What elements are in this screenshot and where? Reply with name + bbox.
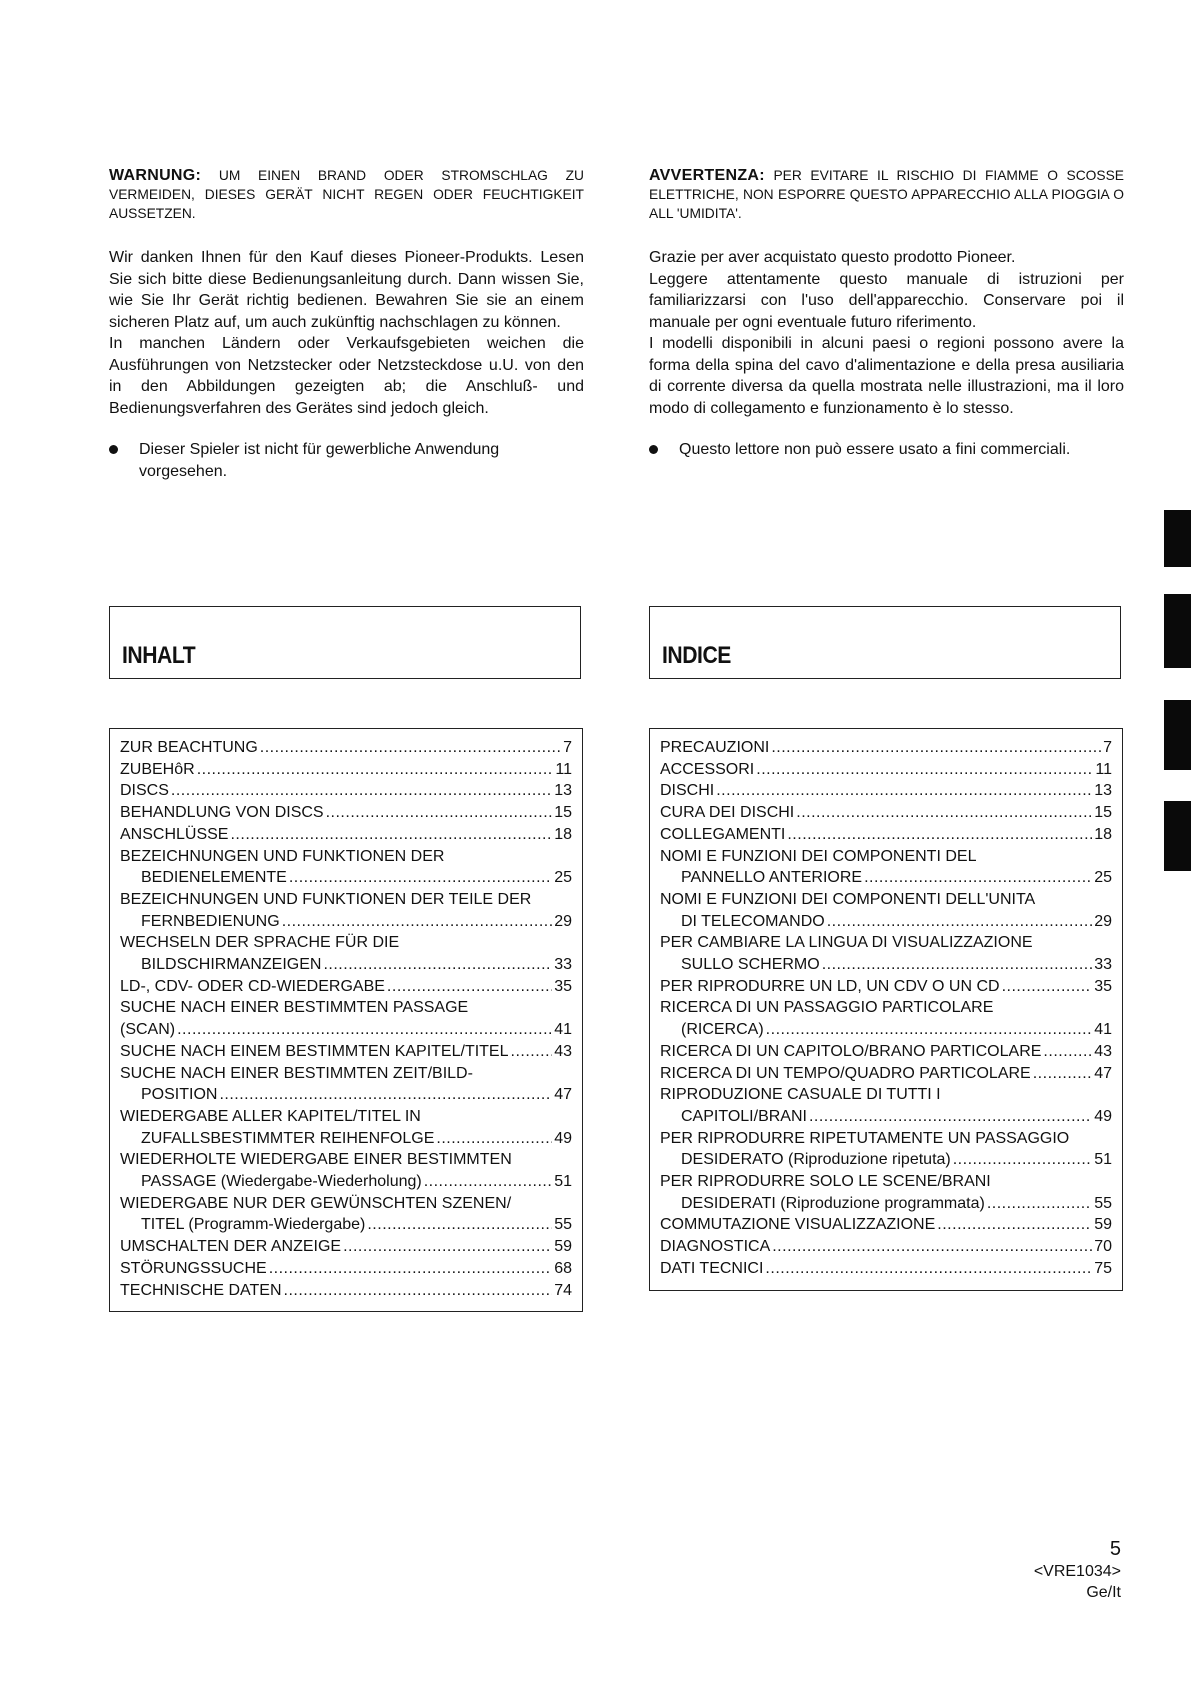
toc-dot-leader: [284, 1280, 553, 1302]
toc-entry-page: 47: [1094, 1064, 1112, 1082]
toc-entry-title: (SCAN): [120, 1021, 176, 1039]
toc-entry: [120, 1236, 572, 1258]
toc-entry-title: WIEDERGABE NUR DER GEWÜNSCHTEN SZENEN/: [120, 1194, 512, 1212]
bullet-icon: [649, 439, 662, 452]
toc-entry-page: 74: [554, 1281, 572, 1299]
toc-entry-title: LD-, CDV- ODER CD-WIEDERGABE: [120, 977, 385, 995]
toc-entry-page: 55: [554, 1216, 572, 1234]
toc-entry-title: DIAGNOSTICA: [660, 1238, 771, 1256]
toc-entry-title: PRECAUZIONI: [660, 739, 770, 756]
document-code: <VRE1034>: [1033, 1563, 1121, 1580]
toc-dot-leader: [796, 802, 1092, 824]
toc-entry-title: UMSCHALTEN DER ANZEIGE: [120, 1238, 342, 1256]
toc-entry: [120, 1171, 572, 1193]
toc-dot-leader: [1002, 976, 1093, 998]
toc-entry-page: 59: [554, 1238, 572, 1256]
toc-dot-leader: [756, 759, 1093, 781]
toc-entry-title: ZUFALLSBESTIMMTER REIHENFOLGE: [141, 1129, 435, 1147]
toc-dot-leader: [766, 1019, 1093, 1041]
toc-entry-title: CURA DEI DISCHI: [660, 804, 795, 822]
italian-table-of-contents: [649, 728, 1123, 1291]
german-contents-heading: INHALT: [122, 642, 196, 669]
toc-entry: [660, 846, 1112, 868]
toc-entry: [660, 780, 1112, 802]
toc-entry: [120, 1128, 572, 1150]
german-bullet: [109, 439, 584, 483]
toc-entry: [660, 1171, 1112, 1193]
toc-entry-page: 11: [1095, 760, 1112, 778]
toc-entry-title: CAPITOLI/BRANI: [681, 1107, 807, 1125]
toc-dot-leader: [219, 1084, 552, 1106]
toc-entry-title: POSITION: [141, 1086, 218, 1104]
toc-entry: [660, 1063, 1112, 1085]
toc-entry-title: BEZEICHNUNGEN UND FUNKTIONEN DER TEILE DER: [120, 890, 532, 908]
toc-entry-title: FERNBEDIENUNG: [141, 912, 280, 930]
toc-entry-title: BEDIENELEMENTE: [141, 869, 287, 887]
toc-entry-title: ZUR BEACHTUNG: [120, 739, 258, 756]
toc-entry-title: BILDSCHIRMANZEIGEN: [141, 956, 322, 974]
german-warning: [109, 166, 584, 223]
toc-dot-leader: [424, 1171, 552, 1193]
toc-entry-title: ZUBEHôR: [120, 760, 195, 778]
toc-entry-page: 29: [554, 912, 572, 930]
toc-entry-page: 49: [1094, 1107, 1112, 1125]
toc-entry: [120, 889, 572, 911]
toc-entry-title: ANSCHLÜSSE: [120, 825, 229, 843]
toc-entry-page: 49: [554, 1129, 572, 1147]
toc-entry-title: NOMI E FUNZIONI DEI COMPONENTI DELL'UNITA: [660, 890, 1036, 908]
toc-entry: [120, 1041, 572, 1063]
toc-dot-leader: [323, 954, 552, 976]
toc-entry: [660, 889, 1112, 911]
toc-dot-leader: [511, 1041, 553, 1063]
german-warning-label: WARNUNG:: [109, 167, 202, 184]
toc-entry-page: 51: [554, 1173, 572, 1191]
toc-dot-leader: [822, 954, 1093, 976]
toc-entry: [120, 1063, 572, 1085]
toc-dot-leader: [343, 1236, 552, 1258]
toc-entry: [660, 911, 1112, 933]
german-contents-heading-box: [109, 606, 581, 679]
toc-dot-leader: [953, 1149, 1092, 1171]
toc-dot-leader: [809, 1106, 1092, 1128]
toc-entry: [120, 780, 572, 802]
toc-entry: [120, 1106, 572, 1128]
toc-entry-title: NOMI E FUNZIONI DEI COMPONENTI DEL: [660, 847, 977, 865]
toc-entry-title: BEHANDLUNG VON DISCS: [120, 804, 324, 822]
toc-entry: [660, 737, 1112, 759]
toc-entry: [660, 1149, 1112, 1171]
toc-entry: [120, 824, 572, 846]
toc-entry-title: WIEDERHOLTE WIEDERGABE EINER BESTIMMTEN: [120, 1151, 512, 1169]
toc-entry: [660, 1019, 1112, 1041]
toc-entry: [660, 997, 1112, 1019]
german-warning-text: UM EINEN BRAND ODER STROMSCHLAG ZU VERMEIDEN, DIESES GERÄT NICHT REGEN ODER FEUCHTIGKEIT AUSSETZEN.: [109, 168, 584, 221]
toc-entry-page: 7: [563, 739, 572, 756]
toc-entry-page: 29: [1094, 912, 1112, 930]
toc-dot-leader: [171, 780, 552, 802]
toc-entry-title: SUCHE NACH EINEM BESTIMMTEN KAPITEL/TITEL: [120, 1042, 509, 1060]
toc-entry-title: RICERCA DI UN TEMPO/QUADRO PARTICOLARE: [660, 1064, 1031, 1082]
toc-entry: [120, 867, 572, 889]
toc-entry: [660, 759, 1112, 781]
toc-entry: [120, 1258, 572, 1280]
german-column: [109, 166, 584, 483]
toc-entry-page: 25: [554, 869, 572, 887]
toc-entry-page: 70: [1094, 1238, 1112, 1256]
toc-entry: [660, 1236, 1112, 1258]
toc-entry-title: PER RIPRODURRE SOLO LE SCENE/BRANI: [660, 1173, 991, 1191]
page-number: 5: [1109, 1538, 1121, 1560]
toc-entry-page: 55: [1094, 1194, 1112, 1212]
toc-entry-page: 41: [1094, 1021, 1112, 1039]
toc-dot-leader: [864, 867, 1092, 889]
toc-entry-title: COLLEGAMENTI: [660, 825, 786, 843]
toc-dot-leader: [269, 1258, 553, 1280]
toc-entry-title: COMMUTAZIONE VISUALIZZAZIONE: [660, 1216, 936, 1234]
toc-entry-title: TITEL (Programm-Wiedergabe): [141, 1216, 366, 1234]
toc-entry: [120, 846, 572, 868]
toc-entry: [660, 932, 1112, 954]
toc-entry: [660, 1041, 1112, 1063]
toc-entry-title: DESIDERATO (Riproduzione ripetuta): [681, 1151, 951, 1169]
italian-warning: [649, 166, 1124, 223]
toc-entry: [120, 759, 572, 781]
toc-entry-title: PER CAMBIARE LA LINGUA DI VISUALIZZAZIONE: [660, 934, 1033, 952]
german-bullet-text: Dieser Spieler ist nicht für gewerbliche Anwendung vorgesehen.: [139, 441, 500, 480]
toc-entry-title: ACCESSORI: [660, 760, 755, 778]
toc-entry-page: 25: [1094, 869, 1112, 887]
toc-entry: [660, 1258, 1112, 1280]
italian-contents-heading: INDICE: [662, 642, 731, 669]
toc-entry: [660, 824, 1112, 846]
toc-entry-title: SULLO SCHERMO: [681, 956, 820, 974]
toc-entry: [660, 1128, 1112, 1150]
toc-entry-title: BEZEICHNUNGEN UND FUNKTIONEN DER: [120, 847, 445, 865]
italian-intro-paragraph-3: I modelli disponibili in alcuni paesi o regioni possono avere la forma della spina del cavo d'alimentazione e della presa ausiliaria di corrente diversa da quella mostrata nelle illustrazioni, ma il loro modo di collegamento e funzionamento è lo stesso.: [649, 335, 1124, 417]
toc-entry: [660, 1084, 1112, 1106]
toc-entry-page: 43: [554, 1042, 572, 1060]
german-intro: [109, 247, 584, 419]
language-code: Ge/It: [1086, 1584, 1121, 1601]
toc-entry-page: 68: [554, 1259, 572, 1277]
toc-entry-page: 11: [555, 760, 572, 778]
toc-dot-leader: [436, 1128, 552, 1150]
italian-contents-heading-box: [649, 606, 1121, 679]
toc-dot-leader: [787, 824, 1092, 846]
toc-dot-leader: [827, 911, 1092, 933]
toc-dot-leader: [716, 780, 1092, 802]
toc-entry-page: 75: [1094, 1259, 1112, 1277]
toc-entry-page: 18: [1094, 825, 1112, 843]
toc-entry-title: (RICERCA): [681, 1021, 764, 1039]
toc-entry-page: 18: [554, 825, 572, 843]
toc-entry-page: 15: [554, 804, 572, 822]
toc-entry-title: WECHSELN DER SPRACHE FÜR DIE: [120, 934, 400, 952]
italian-column: [649, 166, 1124, 461]
german-intro-paragraph-2: In manchen Ländern oder Verkaufsgebieten weichen die Ausführungen von Netzstecker oder Netzsteckdose u.U. von den in den Abbildungen gezeigten ab; die Anschluß- und Bedienungsverfahren des Gerätes sind jedoch gleich.: [109, 335, 584, 417]
toc-entry: [120, 737, 572, 759]
toc-entry-title: RICERCA DI UN CAPITOLO/BRANO PARTICOLARE: [660, 1042, 1042, 1060]
toc-entry: [660, 954, 1112, 976]
toc-dot-leader: [282, 911, 553, 933]
toc-entry-title: PER RIPRODURRE UN LD, UN CDV O UN CD: [660, 977, 1000, 995]
toc-entry-title: PASSAGE (Wiedergabe-Wiederholung): [141, 1173, 422, 1191]
toc-entry: [120, 932, 572, 954]
toc-dot-leader: [937, 1214, 1092, 1236]
toc-entry-page: 7: [1103, 739, 1112, 756]
toc-entry-title: DISCHI: [660, 782, 715, 800]
toc-entry-title: PANNELLO ANTERIORE: [681, 869, 863, 887]
italian-bullet: [649, 439, 1124, 461]
section-tab-marker: [1164, 510, 1191, 567]
toc-entry: [660, 1106, 1112, 1128]
italian-intro-paragraph-2: Leggere attentamente questo manuale di istruzioni per familiarizzarsi con l'uso dell'apparecchio. Conservare poi il manuale per ogni eventuale futuro riferimento.: [649, 270, 1124, 331]
page-footer: [1034, 1537, 1121, 1603]
toc-entry: [660, 802, 1112, 824]
toc-dot-leader: [326, 802, 553, 824]
toc-entry-title: RIPRODUZIONE CASUALE DI TUTTI I: [660, 1086, 941, 1104]
toc-dot-leader: [367, 1214, 552, 1236]
toc-entry-page: 13: [554, 782, 572, 800]
toc-entry: [120, 1193, 572, 1215]
toc-dot-leader: [289, 867, 552, 889]
toc-entry-title: TECHNISCHE DATEN: [120, 1281, 282, 1299]
toc-dot-leader: [177, 1019, 552, 1041]
toc-dot-leader: [771, 737, 1101, 759]
section-tab-marker: [1164, 801, 1191, 871]
section-tab-marker: [1164, 700, 1191, 770]
toc-entry: [120, 1149, 572, 1171]
toc-entry-page: 33: [1094, 956, 1112, 974]
toc-entry-page: 41: [554, 1021, 572, 1039]
toc-entry-title: WIEDERGABE ALLER KAPITEL/TITEL IN: [120, 1107, 421, 1125]
italian-warning-label: AVVERTENZA:: [649, 167, 765, 184]
italian-warning-text: PER EVITARE IL RISCHIO DI FIAMME O SCOSSE ELETTRICHE, NON ESPORRE QUESTO APPARECCHIO ALLA PIOGGIA O ALL 'UMIDITA'.: [649, 168, 1124, 221]
toc-dot-leader: [987, 1193, 1092, 1215]
italian-intro-paragraph-1: Grazie per aver acquistato questo prodotto Pioneer.: [649, 249, 1016, 266]
bullet-icon: [109, 439, 122, 452]
toc-entry: [120, 997, 572, 1019]
toc-entry: [120, 1019, 572, 1041]
toc-entry-title: PER RIPRODURRE RIPETUTAMENTE UN PASSAGGIO: [660, 1129, 1070, 1147]
german-intro-paragraph-1: Wir danken Ihnen für den Kauf dieses Pioneer-Produkts. Lesen Sie sich bitte diese Bedienungsanleitung durch. Dann wissen Sie, wie Sie Ihr Gerät richtig bedienen. Bewahren Sie sie an einem sicheren Platz auf, um auch zukünftig nachschlagen zu können.: [109, 249, 584, 331]
toc-dot-leader: [765, 1258, 1092, 1280]
toc-entry: [120, 911, 572, 933]
toc-entry-title: STÖRUNGSSUCHE: [120, 1259, 267, 1277]
toc-entry-title: DI TELECOMANDO: [681, 912, 825, 930]
toc-entry: [660, 1193, 1112, 1215]
toc-entry: [120, 954, 572, 976]
toc-entry-page: 51: [1094, 1151, 1112, 1169]
toc-entry-page: 47: [554, 1086, 572, 1104]
toc-entry: [120, 1084, 572, 1106]
toc-entry-title: DISCS: [120, 782, 169, 800]
toc-entry: [660, 867, 1112, 889]
toc-dot-leader: [230, 824, 552, 846]
toc-entry: [660, 976, 1112, 998]
toc-entry-title: DESIDERATI (Riproduzione programmata): [681, 1194, 985, 1212]
toc-entry: [120, 1214, 572, 1236]
toc-entry-title: SUCHE NACH EINER BESTIMMTEN ZEIT/BILD-: [120, 1064, 473, 1082]
toc-entry-page: 15: [1094, 804, 1112, 822]
toc-entry-title: DATI TECNICI: [660, 1259, 764, 1277]
toc-entry-title: SUCHE NACH EINER BESTIMMTEN PASSAGE: [120, 999, 469, 1017]
toc-entry-title: RICERCA DI UN PASSAGGIO PARTICOLARE: [660, 999, 994, 1017]
toc-dot-leader: [1043, 1041, 1092, 1063]
toc-entry-page: 33: [554, 956, 572, 974]
toc-entry-page: 59: [1094, 1216, 1112, 1234]
toc-entry: [120, 976, 572, 998]
toc-dot-leader: [197, 759, 554, 781]
toc-entry-page: 43: [1094, 1042, 1112, 1060]
toc-entry-page: 13: [1094, 782, 1112, 800]
toc-dot-leader: [387, 976, 552, 998]
toc-entry-page: 35: [554, 977, 572, 995]
section-tab-marker: [1164, 594, 1191, 668]
toc-dot-leader: [1033, 1063, 1092, 1085]
italian-bullet-text: Questo lettore non può essere usato a fini commerciali.: [679, 441, 1071, 458]
toc-dot-leader: [260, 737, 561, 759]
italian-intro: [649, 247, 1124, 419]
german-table-of-contents: [109, 728, 583, 1312]
toc-entry: [660, 1214, 1112, 1236]
toc-entry-page: 35: [1094, 977, 1112, 995]
toc-entry: [120, 1280, 572, 1302]
toc-dot-leader: [772, 1236, 1092, 1258]
toc-entry: [120, 802, 572, 824]
